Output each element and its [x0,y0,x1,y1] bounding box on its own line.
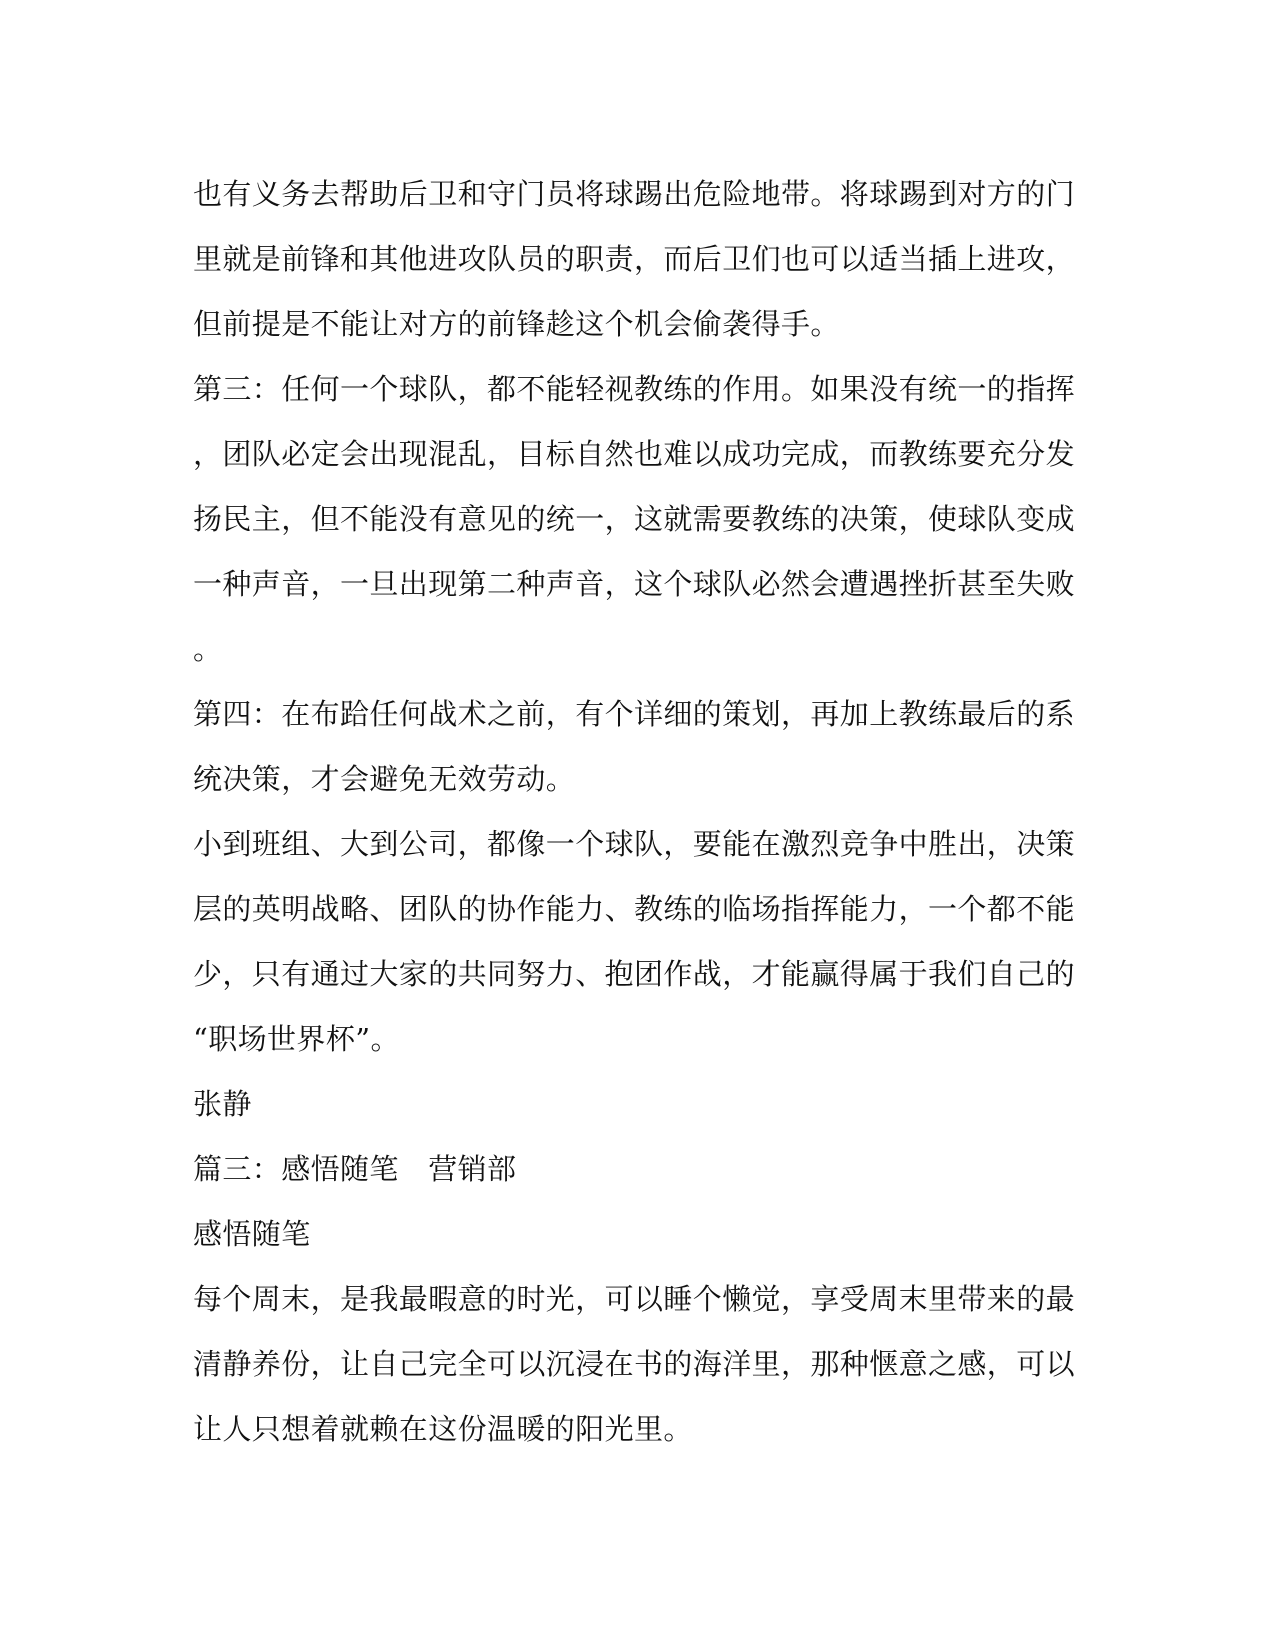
text-line: 。 [193,632,223,666]
text-line: 也有义务去帮助后卫和守门员将球踢出危险地带。将球踢到对方的门 [193,177,1076,211]
text-line: 少，只有通过大家的共同努力、抱团作战，才能赢得属于我们自己的 [193,957,1076,991]
section-heading: 篇三：感悟随笔 营销部 [193,1152,517,1186]
text-line: 层的英明战略、团队的协作能力、教练的临场指挥能力，一个都不能 [193,892,1076,926]
text-line: 第三：任何一个球队，都不能轻视教练的作用。如果没有统一的指挥 [193,372,1076,406]
text-line: 但前提是不能让对方的前锋趁这个机会偷袭得手。 [193,307,840,341]
article-title: 感悟随笔 [193,1217,311,1251]
text-line: 让人只想着就赖在这份温暖的阳光里。 [193,1412,693,1446]
text-line: 扬民主，但不能没有意见的统一，这就需要教练的决策，使球队变成 [193,502,1076,536]
text-line: ，团队必定会出现混乱，目标自然也难以成功完成，而教练要充分发 [193,437,1076,471]
text-line: 清静养份，让自己完全可以沉浸在书的海洋里，那种惬意之感，可以 [193,1347,1076,1381]
text-line: 里就是前锋和其他进攻队员的职责，而后卫们也可以适当插上进攻， [193,242,1076,276]
document-body [193,162,1076,1462]
text-line: 一种声音，一旦出现第二种声音，这个球队必然会遭遇挫折甚至失败 [193,567,1076,601]
author-name: 张静 [193,1087,252,1121]
text-line: 第四：在布跲任何战术之前，有个详细的策划，再加上教练最后的系 [193,697,1076,731]
text-line: 小到班组、大到公司，都像一个球队，要能在激烈竞争中胜出，决策 [193,827,1076,861]
text-line: “职场世界杯”。 [193,1022,400,1056]
text-line: 每个周末，是我最暇意的时光，可以睡个懒觉，享受周末里带来的最 [193,1282,1076,1316]
text-line: 统决策，才会避免无效劳动。 [193,762,576,796]
